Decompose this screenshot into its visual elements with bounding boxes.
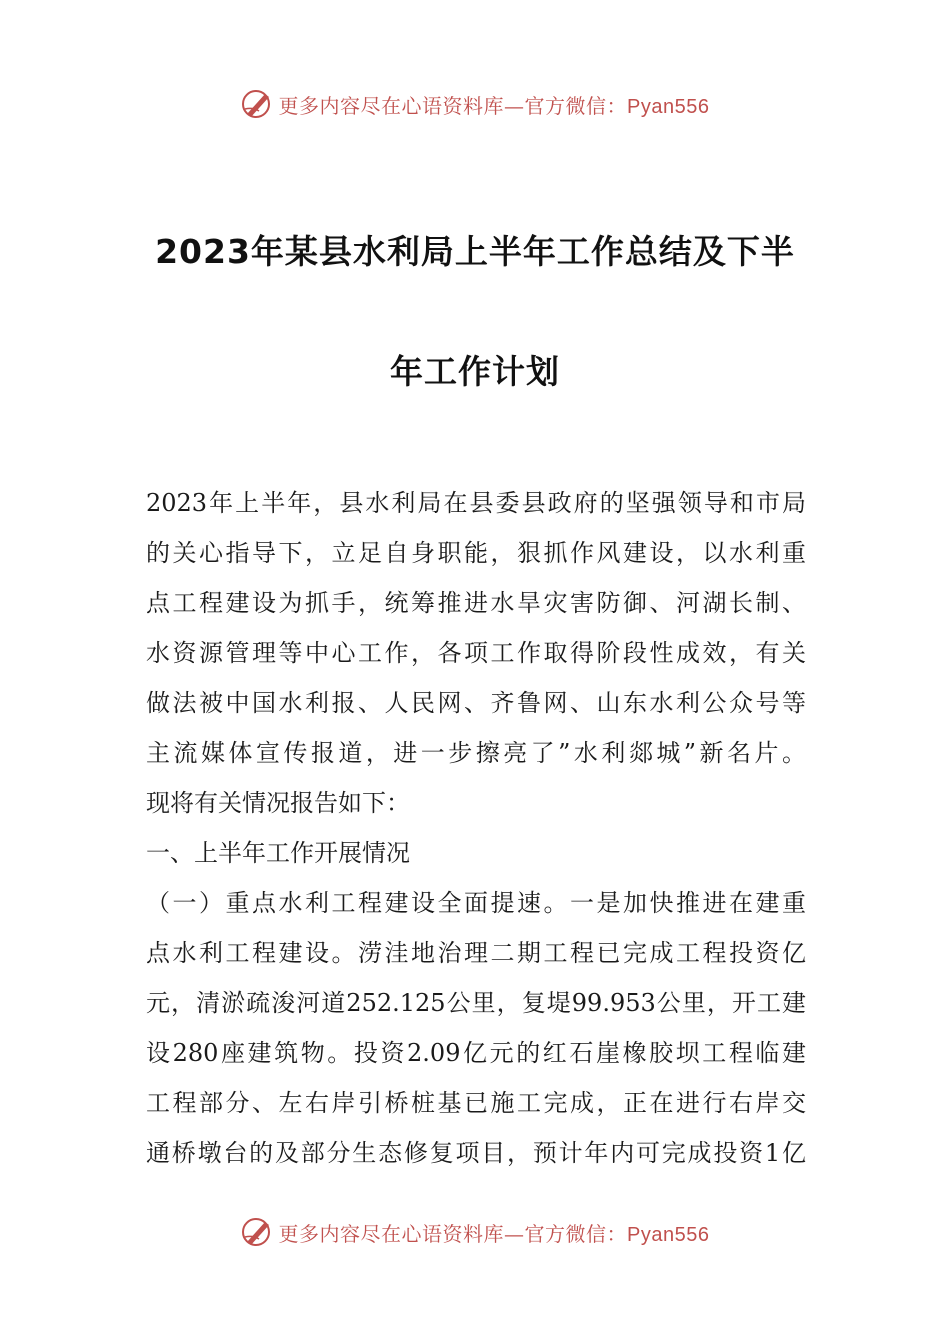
body-line: 水资源管理等中心工作，各项工作取得阶段性成效，有关: [146, 639, 806, 667]
body-line: 设280座建筑物。投资2.09亿元的红石崖橡胶坝工程临建: [146, 1039, 806, 1067]
document-title-line-2: 年工作计划: [390, 352, 560, 391]
footer-banner: [0, 1212, 950, 1252]
banner-wechat-label: 官方微信：: [524, 1221, 628, 1246]
body-line: 的关心指导下，立足自身职能，狠抓作风建设，以水利重: [146, 539, 806, 567]
body-line: 元，清淤疏浚河道252.125公里，复堤99.953公里，开工建: [146, 989, 806, 1017]
banner-site-text: 更多内容尽在心语资料库: [278, 1221, 505, 1246]
section-heading: 一、上半年工作开展情况: [146, 839, 410, 867]
banner-text: [279, 90, 710, 119]
header-banner: [0, 84, 950, 124]
body-line: 通桥墩台的及部分生态修复项目，预计年内可完成投资1亿: [146, 1139, 806, 1167]
banner-site-text: 更多内容尽在心语资料库: [278, 93, 505, 118]
body-line: 工程部分、左右岸引桥桩基已施工完成，正在进行右岸交: [146, 1089, 806, 1117]
document-title-line-1: 2023年某县水利局上半年工作总结及下半: [155, 232, 795, 271]
document-body: [146, 478, 806, 1178]
banner-text: [279, 1218, 710, 1247]
banner-separator: —: [504, 93, 525, 118]
banner-wechat-id: Pyan556: [627, 95, 710, 118]
pen-logo-icon: [241, 87, 275, 121]
body-line: 点水利工程建设。涝洼地治理二期工程已完成工程投资亿: [146, 939, 806, 967]
banner-wechat-label: 官方微信：: [524, 93, 628, 118]
body-line: 现将有关情况报告如下：: [146, 789, 410, 817]
body-line: 点工程建设为抓手，统筹推进水旱灾害防御、河湖长制、: [146, 589, 806, 617]
body-line: 2023年上半年，县水利局在县委县政府的坚强领导和市局: [146, 489, 806, 517]
banner-wechat-id: Pyan556: [627, 1223, 710, 1246]
banner-separator: —: [504, 1221, 525, 1246]
body-line: 做法被中国水利报、人民网、齐鲁网、山东水利公众号等: [146, 689, 806, 717]
pen-logo-icon: [241, 1215, 275, 1249]
body-line: （一）重点水利工程建设全面提速。一是加快推进在建重: [146, 889, 806, 917]
body-line: 主流媒体宣传报道，进一步擦亮了”水利郯城”新名片。: [146, 739, 806, 767]
